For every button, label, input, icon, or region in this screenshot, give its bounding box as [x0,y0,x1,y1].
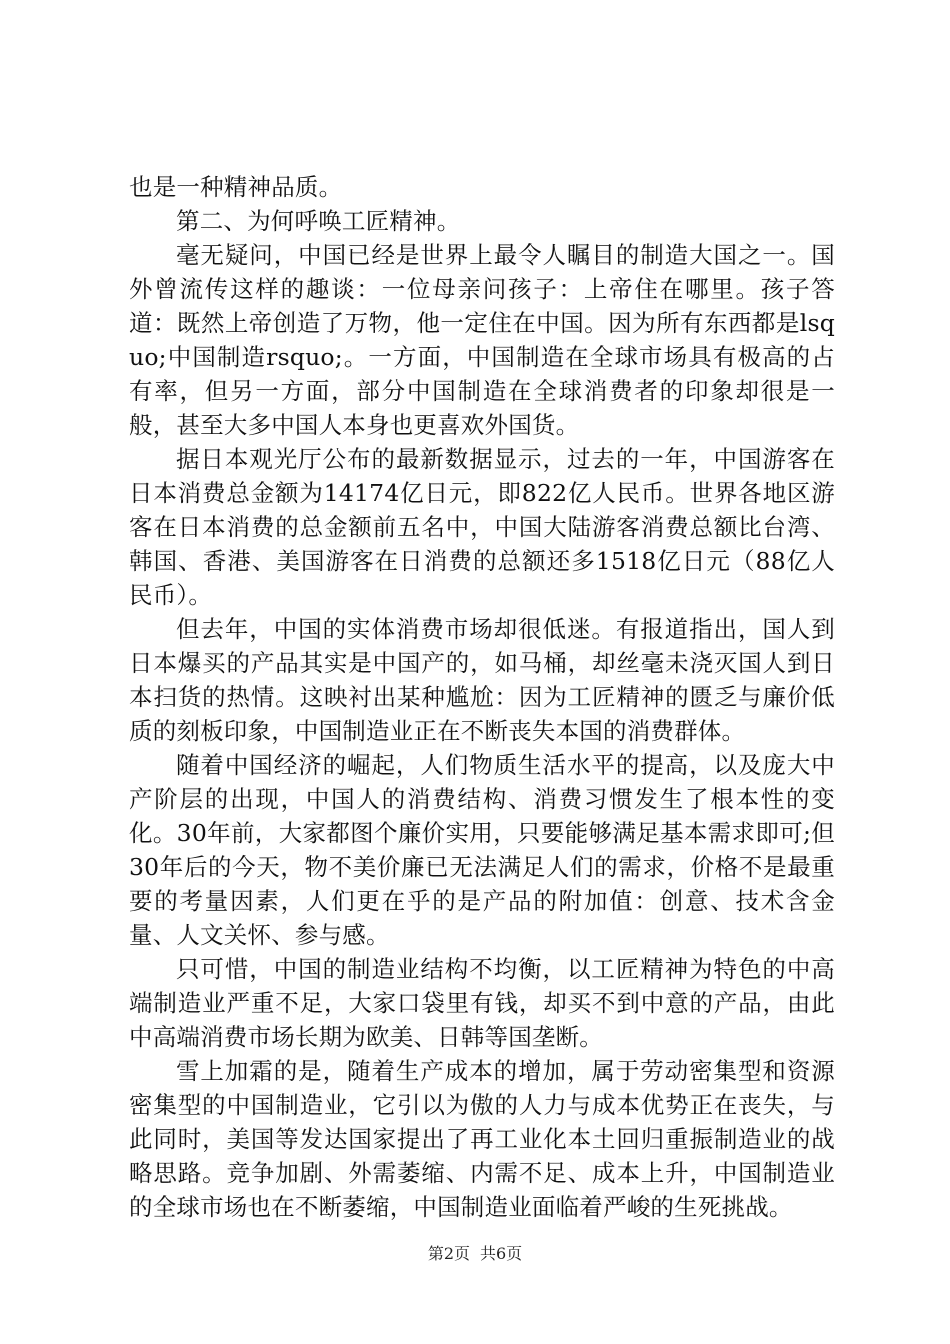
page-footer [0,1244,950,1264]
paragraph: 只可惜，中国的制造业结构不均衡，以工匠精神为特色的中高端制造业严重不足，大家口袋里有钱，却买不到中意的产品，由此中高端消费市场长期为欧美、日韩等国垄断。 [129,955,835,1051]
paragraph: 毫无疑问，中国已经是世界上最令人瞩目的制造大国之一。国外曾流传这样的趣谈：一位母亲问孩子：上帝住在哪里。孩子答道：既然上帝创造了万物，他一定住在中国。因为所有东西都是lsquo;中国制造rsquo;。一方面，中国制造在全球市场具有极高的占有率，但另一方面，部分中国制造在全球消费者的印象却很是一般，甚至大多中国人本身也更喜欢外国货。 [129,241,835,439]
page-number-current: 第2页 [427,1244,470,1263]
paragraph: 据日本观光厅公布的最新数据显示，过去的一年，中国游客在日本消费总金额为14174亿日元，即822亿人民币。世界各地区游客在日本消费的总金额前五名中，中国大陆游客消费总额比台湾、韩国、香港、美国游客在日消费的总额还多1518亿日元（88亿人民币）。 [129,445,835,609]
document-body [129,170,835,1224]
paragraph: 但去年，中国的实体消费市场却很低迷。有报道指出，国人到日本爆买的产品其实是中国产的，如马桶，却丝毫未浇灭国人到日本扫货的热情。这映衬出某种尴尬：因为工匠精神的匮乏与廉价低质的刻板印象，中国制造业正在不断丧失本国的消费群体。 [129,615,835,745]
paragraph: 随着中国经济的崛起，人们物质生活水平的提高，以及庞大中产阶层的出现，中国人的消费结构、消费习惯发生了根本性的变化。30年前，大家都图个廉价实用，只要能够满足基本需求即可;但30年后的今天，物不美价廉已无法满足人们的需求，价格不是最重要的考量因素，人们更在乎的是产品的附加值：创意、技术含金量、人文关怀、参与感。 [129,751,835,949]
page-number-total: 共6页 [480,1244,523,1263]
paragraph: 第二、为何呼唤工匠精神。 [176,207,461,235]
paragraph: 雪上加霜的是，随着生产成本的增加，属于劳动密集型和资源密集型的中国制造业，它引以为傲的人力与成本优势正在丧失，与此同时，美国等发达国家提出了再工业化本土回归重振制造业的战略思路。竞争加剧、外需萎缩、内需不足、成本上升，中国制造业的全球市场也在不断萎缩，中国制造业面临着严峻的生死挑战。 [129,1057,835,1221]
paragraph: 也是一种精神品质。 [129,173,343,201]
